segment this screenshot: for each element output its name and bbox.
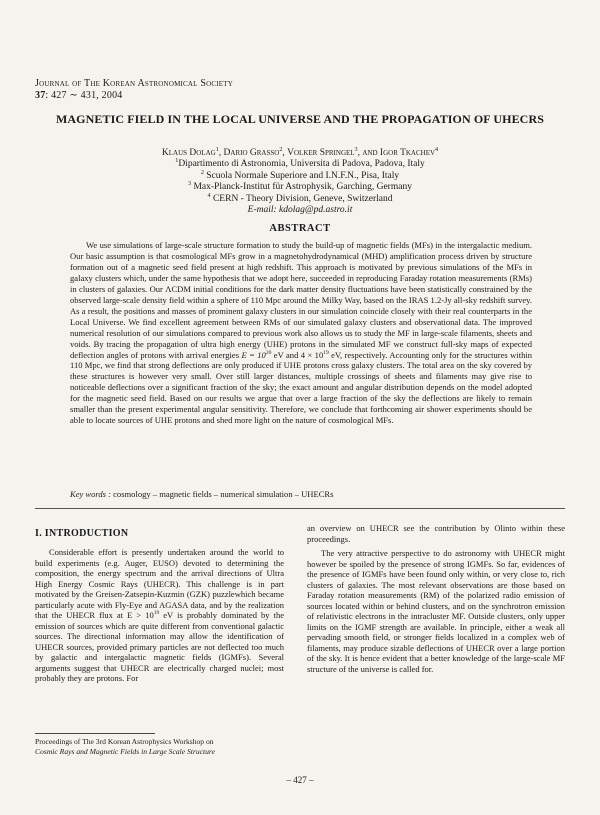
author-conjunction: and [362,148,378,158]
affiliation-text: Max-Planck-Institut für Astrophysik, Garching, Germany [193,182,412,193]
affiliation-sup: 2 [200,169,204,176]
abstract-math: E = 10 [241,349,266,360]
journal-header [35,78,233,102]
affiliation [30,194,570,205]
journal-pages: : 427 ∼ 431, 2004 [45,90,123,101]
footnote [35,737,295,756]
section-divider [35,508,565,509]
abstract-part: eV, respectively. Accounting only for the structures within 110 Mpc, we find that strong deflections are only produced if UHE protons cross galaxy clusters. The total area on the sky covered by these structures is however very small. Over still larger distances, multiple crossings of sheets and filaments may give rise to noticeable deflections over a significant fraction of the sky; the exact amount and angular distribution depends on the model adopted for the magnetic seed field. Based on our results we argue that over a large fraction of the sky the deflections are likely to remain smaller than the present experimental angular sensitivity. Therefore, we conclude that forthcoming air shower experiments should be able to locate sources of UHE protons and shed more light on the nature of cosmological MFs. [70,349,532,426]
affiliation-sup: 3 [188,181,192,188]
author-email: E-mail: kdolag@pd.astro.it [247,205,353,216]
author-name: Volker Springel [287,148,355,158]
journal-name: Journal of The Korean Astronomical Society [35,78,233,89]
footnote-divider [35,733,155,734]
intro-right-column [307,523,565,674]
author-block [30,148,570,216]
author-sup: 2 [279,146,283,153]
author-name: Dario Grasso [223,148,280,158]
abstract-exponent: 20 [265,349,272,356]
journal-citation [35,90,233,102]
keywords-text: cosmology – magnetic fields – numerical simulation – UHECRs [113,489,334,499]
intro-exponent: 19 [153,610,160,617]
page-number: – 427 – [286,775,314,785]
affiliation-sup: 1 [175,158,179,165]
intro-left-column [35,547,284,684]
intro-text: eV is probably dominated by the emission of sources which are quite different from conventional galactic sources. The directional information may allow the identification of UHECR sources, provided primary particles are not deflected too much by galactic and intergalactic magnetic fields (IGMFs). Several arguments suggest that UHECR are electrically charged nuclei; most probably they are protons. For [35,610,284,683]
affiliation [30,171,570,182]
footnote-line: Cosmic Rays and Magnetic Fields in Large Scale Structure [35,746,215,756]
intro-paragraph: an overview on UHECR see the contribution by Olinto within these proceedings. [307,523,565,544]
journal-volume: 37 [35,90,46,101]
paper-title: MAGNETIC FIELD IN THE LOCAL UNIVERSE AND THE PROPAGATION OF UHECRS [55,112,544,126]
affiliation [30,182,570,193]
author-line: Klaus Dolag$^1$, Dario Grasso$^2$, Volker Springel$^3$, and Igor Tkachev$^4$ [161,146,439,158]
author-name: Klaus Dolag [161,148,216,158]
intro-text: Considerable effort is presently undertaken around the world to build experiments (e.g. Auger, EUSO) devoted to determining the composition, the energy spectrum and the arrival directions of Ultra High Energy Cosmic Rays (UHECR). This challenge is in part motivated by the Greisen-Zatsepin-Kuzmin (GZK) puzzlewhich became particularly acute with Fly-Eye and AGASA data, and by the realization that the UHECR flux at E > 10 [35,547,284,620]
abstract-part: We use simulations of large-scale structure formation to study the build-up of magnetic fields (MFs) in the intergalactic medium. Our basic assumption is that cosmological MFs grow in a magnetohydrodynamical (MHD) amplification process driven by structure formation out of a magnetic seed field present at high redshift. This approach is motivated by previous simulations of the MFs in galaxy clusters which, under the same hypothesis that we adopt here, succeeded in reproducing Faraday rotation measurements (RMs) in clusters of galaxies. Our ΛCDM initial conditions for the dark matter density fluctuations have been statistically constrained by the observed large-scale density field within a sphere of 110 Mpc around the Milky Way, based on the IRAS 1.2-Jy all-sky redshift survey. As a result, the positions and masses of prominent galaxy clusters in our simulation coincide closely with their real counterparts in the Local Universe. We find excellent agreement between RMs of our simulated galaxy clusters and observational data. The improved numerical resolution of our simulations compared to previous work also allows us to study the MF in large-scale filaments, sheets and voids. By tracing the propagation of ultra high energy (UHE) protons in the simulated MF we construct full-sky maps of expected deflection angles of protons with arrival energies [70,240,532,360]
keywords [70,489,532,500]
affiliation [30,159,570,170]
abstract-part: eV and 4 × 10 [271,349,324,360]
abstract-exponent: 19 [323,349,329,356]
abstract-heading: ABSTRACT [269,223,331,234]
author-sup: 1 [215,146,219,153]
author-name: Igor Tkachev [379,148,436,158]
affiliation-sup: 4 [207,192,211,199]
section-heading: I. INTRODUCTION [35,528,129,539]
author-sup: 4 [435,146,439,153]
affiliation-text: Dipartimento di Astronomia, Universita di Padova, Padova, Italy [178,159,425,170]
intro-paragraph: The very attractive perspective to do astronomy with UHECR might however be spoiled by the presence of strong IGMFs. So far, evidences of the presence of IGMFs have been found only within, or very close to, rich clusters of galaxies. The most relevant observations are those based on Faraday rotation measurements (RM) of the polarized radio emission of sources located within or behind clusters, and on the synchrotron emission of relativistic electrons in the intracluster MF. Outside clusters, only upper limits on the IGMF strength are available. In principle, either a weak all pervading smooth field, or stronger fields localized in a complex web of filaments, may produce sizable deflections of UHECR over a large portion of the sky. It is hence evident that a better knowledge of the large-scale MF structure of the universe is called for. [307,548,565,674]
author-sup: 3 [354,146,358,153]
footnote-line: Proceedings of The 3rd Korean Astrophysics Workshop on [35,737,214,746]
abstract-text [70,240,532,426]
affiliation-text: CERN - Theory Division, Geneve, Switzerland [212,193,393,204]
keywords-label: Key words : [70,489,111,499]
affiliation-text: Scuola Normale Superiore and I.N.F.N., Pisa, Italy [206,170,400,181]
